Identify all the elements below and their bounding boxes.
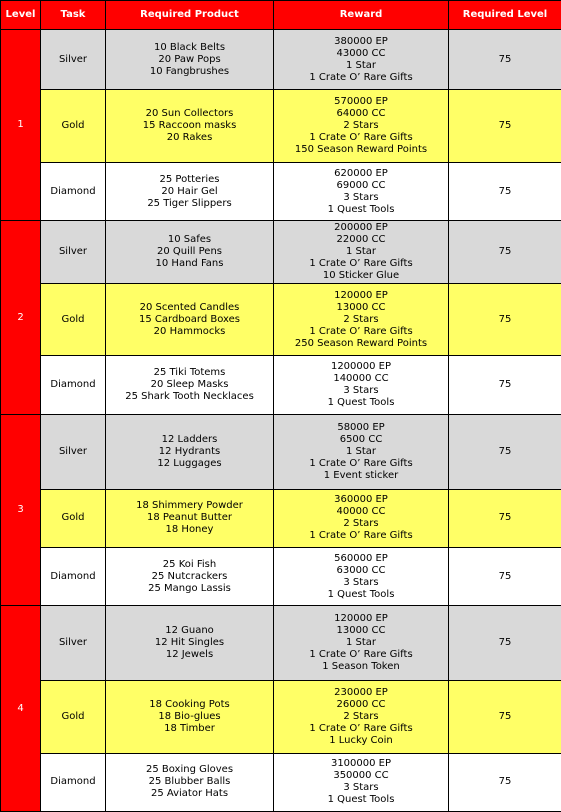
required-level-cell: 75: [449, 356, 561, 414]
reward-cell: [274, 489, 449, 547]
reward-line: 2 Stars: [343, 710, 379, 722]
reward-line: 1 Crate O’ Rare Gifts: [309, 649, 413, 661]
reward-line: 380000 EP: [334, 35, 388, 47]
required-level-cell: 75: [449, 90, 561, 163]
table-row: [1, 356, 561, 414]
level-cell: 2: [1, 221, 41, 414]
product-line: 10 Fangbrushes: [149, 65, 230, 77]
product-line: 10 Safes: [167, 234, 212, 246]
product-line: 25 Tiger Slippers: [147, 197, 232, 209]
required-product-cell: [106, 30, 274, 90]
reward-line: 3 Stars: [343, 191, 379, 203]
reward-line: 1 Star: [345, 637, 377, 649]
reward-cell: [274, 606, 449, 681]
product-line: 12 Ladders: [161, 433, 218, 445]
product-line: 20 Hair Gel: [161, 185, 218, 197]
product-line: 18 Bio-glues: [158, 710, 221, 722]
reward-line: 350000 CC: [333, 770, 389, 782]
required-product-cell: [106, 606, 274, 681]
reward-line: 43000 CC: [336, 47, 386, 59]
reward-line: 1 Event sticker: [323, 469, 399, 481]
product-line: 25 Koi Fish: [162, 558, 217, 570]
product-line: 20 Hammocks: [153, 325, 226, 337]
reward-line: 140000 CC: [333, 373, 389, 385]
product-line: 12 Jewels: [165, 649, 214, 661]
required-product-cell: [106, 680, 274, 753]
product-line: 12 Guano: [165, 625, 214, 637]
required-product-cell: [106, 221, 274, 283]
reward-line: 560000 EP: [334, 552, 388, 564]
product-line: 18 Peanut Butter: [147, 512, 232, 524]
reward-cell: [274, 414, 449, 489]
product-line: 25 Boxing Gloves: [145, 764, 234, 776]
level-cell: 1: [1, 30, 41, 221]
product-line: 25 Aviator Hats: [150, 788, 229, 800]
reward-line: 26000 CC: [336, 698, 386, 710]
table-row: [1, 30, 561, 90]
table-row: [1, 221, 561, 283]
reward-line: 200000 EP: [334, 222, 388, 234]
table-row: [1, 489, 561, 547]
product-line: 18 Honey: [165, 524, 214, 536]
reward-line: 13000 CC: [336, 301, 386, 313]
reward-line: 69000 CC: [336, 179, 386, 191]
reward-line: 1200000 EP: [330, 361, 392, 373]
reward-line: 1 Season Token: [322, 661, 400, 673]
reward-line: 2 Stars: [343, 518, 379, 530]
reward-line: 2 Stars: [343, 313, 379, 325]
required-product-cell: [106, 90, 274, 163]
reward-line: 150 Season Reward Points: [294, 144, 428, 156]
product-line: 15 Cardboard Boxes: [139, 313, 240, 325]
table-row: [1, 753, 561, 811]
reward-line: 1 Quest Tools: [327, 588, 395, 600]
reward-line: 1 Crate O’ Rare Gifts: [309, 325, 413, 337]
reward-line: 40000 CC: [336, 506, 386, 518]
reward-cell: [274, 163, 449, 221]
reward-line: 1 Star: [345, 59, 377, 71]
table-body: [1, 30, 561, 812]
reward-line: 2 Stars: [343, 120, 379, 132]
reward-cell: [274, 547, 449, 605]
reward-line: 64000 CC: [336, 108, 386, 120]
task-cell: Gold: [41, 90, 106, 163]
reward-line: 120000 EP: [334, 289, 388, 301]
product-line: 18 Timber: [164, 722, 215, 734]
product-line: 20 Scented Candles: [139, 301, 240, 313]
reward-line: 3 Stars: [343, 782, 379, 794]
task-cell: Silver: [41, 30, 106, 90]
reward-line: 3 Stars: [343, 385, 379, 397]
reward-cell: [274, 221, 449, 283]
required-level-cell: 75: [449, 221, 561, 283]
product-line: 20 Paw Pops: [158, 53, 221, 65]
reward-line: 1 Star: [345, 246, 377, 258]
reward-line: 3100000 EP: [330, 758, 392, 770]
required-product-cell: [106, 414, 274, 489]
reward-line: 10 Sticker Glue: [322, 270, 400, 282]
table-row: [1, 680, 561, 753]
reward-line: 1 Crate O’ Rare Gifts: [309, 722, 413, 734]
task-cell: Diamond: [41, 753, 106, 811]
reward-cell: [274, 30, 449, 90]
product-line: 12 Hit Singles: [154, 637, 225, 649]
product-line: 20 Quill Pens: [157, 246, 222, 258]
reward-line: 58000 EP: [337, 421, 385, 433]
reward-line: 570000 EP: [334, 96, 388, 108]
required-level-cell: 75: [449, 547, 561, 605]
header-row: [1, 1, 561, 30]
reward-line: 250 Season Reward Points: [294, 337, 428, 349]
task-cell: Diamond: [41, 547, 106, 605]
reward-line: 360000 EP: [334, 494, 388, 506]
product-line: 20 Rakes: [166, 132, 213, 144]
reward-line: 3 Stars: [343, 576, 379, 588]
product-line: 25 Shark Tooth Necklaces: [125, 391, 254, 403]
table-row: [1, 90, 561, 163]
required-level-cell: 75: [449, 606, 561, 681]
required-level-cell: 75: [449, 30, 561, 90]
reward-line: 1 Crate O’ Rare Gifts: [309, 530, 413, 542]
reward-cell: [274, 90, 449, 163]
task-cell: Silver: [41, 414, 106, 489]
reward-line: 1 Crate O’ Rare Gifts: [309, 132, 413, 144]
product-line: 18 Cooking Pots: [149, 698, 230, 710]
reward-line: 1 Lucky Coin: [329, 734, 393, 746]
reward-line: 1 Quest Tools: [327, 397, 395, 409]
table-row: [1, 606, 561, 681]
table-row: [1, 547, 561, 605]
reward-line: 1 Quest Tools: [327, 203, 395, 215]
required-product-cell: [106, 547, 274, 605]
table-row: [1, 414, 561, 489]
reward-cell: [274, 356, 449, 414]
product-line: 20 Sun Collectors: [145, 108, 234, 120]
task-cell: Gold: [41, 283, 106, 356]
product-line: 12 Hydrants: [158, 445, 221, 457]
header-task: Task: [41, 1, 106, 30]
required-level-cell: 75: [449, 283, 561, 356]
required-level-cell: 75: [449, 753, 561, 811]
header-reward: Reward: [274, 1, 449, 30]
reward-line: 620000 EP: [334, 167, 388, 179]
product-line: 15 Raccoon masks: [142, 120, 237, 132]
task-cell: Diamond: [41, 163, 106, 221]
reward-line: 1 Star: [345, 445, 377, 457]
product-line: 25 Potteries: [159, 173, 220, 185]
required-product-cell: [106, 753, 274, 811]
required-level-cell: 75: [449, 489, 561, 547]
reward-line: 1 Crate O’ Rare Gifts: [309, 258, 413, 270]
reward-line: 1 Crate O’ Rare Gifts: [309, 457, 413, 469]
level-cell: 3: [1, 414, 41, 605]
reward-line: 13000 CC: [336, 625, 386, 637]
product-line: 25 Mango Lassis: [148, 582, 231, 594]
product-line: 10 Hand Fans: [155, 258, 224, 270]
required-product-cell: [106, 489, 274, 547]
task-cell: Gold: [41, 489, 106, 547]
product-line: 10 Black Belts: [153, 41, 226, 53]
reward-line: 6500 CC: [339, 433, 383, 445]
required-product-cell: [106, 356, 274, 414]
reward-line: 230000 EP: [334, 686, 388, 698]
required-level-cell: 75: [449, 680, 561, 753]
level-cell: 4: [1, 606, 41, 812]
product-line: 25 Blubber Balls: [148, 776, 231, 788]
required-product-cell: [106, 163, 274, 221]
task-cell: Silver: [41, 221, 106, 283]
task-cell: Gold: [41, 680, 106, 753]
reward-line: 120000 EP: [334, 613, 388, 625]
reward-line: 22000 CC: [336, 234, 386, 246]
reward-line: 1 Quest Tools: [327, 794, 395, 806]
required-level-cell: 75: [449, 163, 561, 221]
reward-line: 1 Crate O’ Rare Gifts: [309, 71, 413, 83]
reward-cell: [274, 283, 449, 356]
product-line: 25 Nutcrackers: [151, 570, 228, 582]
header-required-product: Required Product: [106, 1, 274, 30]
required-product-cell: [106, 283, 274, 356]
product-line: 25 Tiki Totems: [153, 367, 226, 379]
required-level-cell: 75: [449, 414, 561, 489]
task-cell: Silver: [41, 606, 106, 681]
table-row: [1, 163, 561, 221]
table-row: [1, 283, 561, 356]
product-line: 18 Shimmery Powder: [136, 500, 243, 512]
header-required-level: Required Level: [449, 1, 561, 30]
reward-line: 63000 CC: [336, 564, 386, 576]
product-line: 20 Sleep Masks: [150, 379, 229, 391]
product-line: 12 Luggages: [157, 457, 222, 469]
reward-cell: [274, 753, 449, 811]
reward-cell: [274, 680, 449, 753]
header-level: Level: [1, 1, 41, 30]
task-cell: Diamond: [41, 356, 106, 414]
